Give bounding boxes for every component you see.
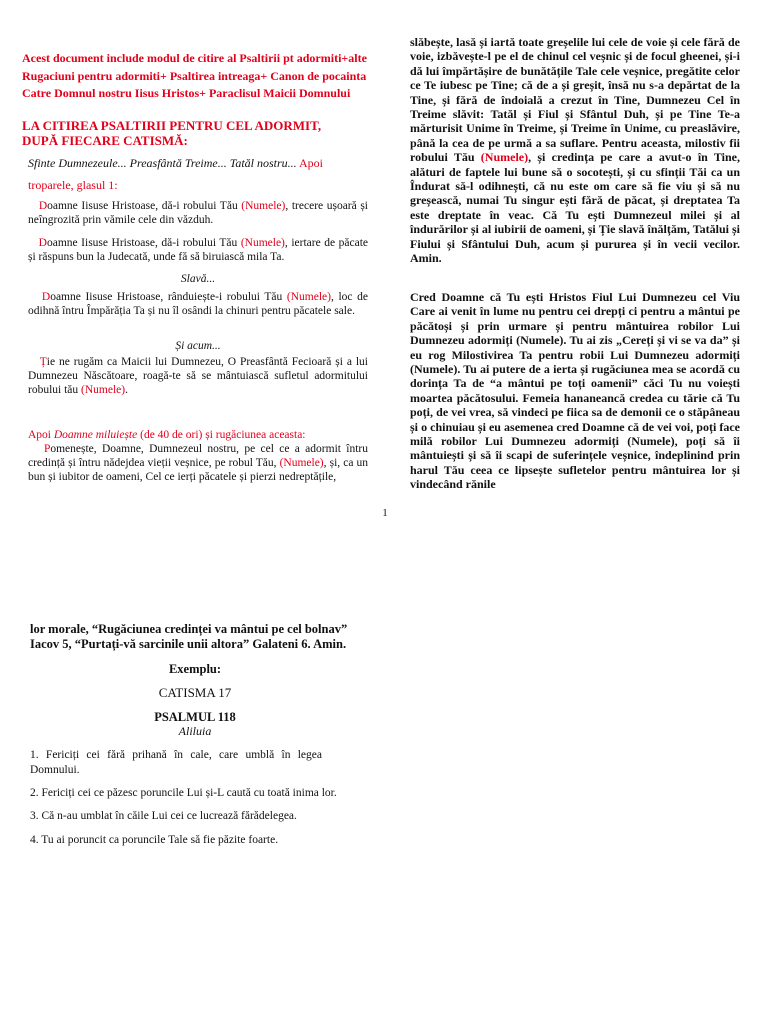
prayer-continuation-paragraph — [410, 35, 740, 266]
troparia-label: troparele, glasul 1: — [28, 178, 118, 192]
troparion-paragraph — [28, 290, 368, 318]
psalm-title: PSALMUL 118 — [154, 710, 236, 724]
sfinte-text: Sfinte Dumnezeule... Preasfântă Treime... Tatăl nostru... — [28, 156, 297, 170]
paragraph-text: , loc de odihnă întru Împărăția Ta și nu îl osândi la chinuri pentru păcatele sale. — [28, 291, 369, 317]
paragraph-text: , trecere ușoară și neîngrozită prin vămile cele din văzduh. — [28, 200, 369, 226]
paragraph-text: oamne Iisuse Hristoase, dă-i robului Tău — [47, 200, 242, 212]
psalm-verse: 1. Fericiți cei fără prihană în cale, care umblă în legea Domnului. — [30, 749, 322, 776]
paragraph-text: . — [125, 384, 128, 396]
paragraph-text: oamne Iisuse Hristoase, dă-i robului Tău — [46, 237, 241, 249]
drop-initial: D — [38, 200, 48, 212]
paragraph-text: omenește, Doamne, Dumnezeul nostru, pe cel ce a adormit întru credință și întru nădejdea vieții veșnice, pe robul Tău, — [28, 443, 368, 469]
paragraph-text: , iertare de păcate și răspuns bun la Judecată, unde fă să biruiască mila Ta. — [28, 237, 369, 263]
creed-prayer-paragraph: Cred Doamne că Tu ești Hristos Fiul Lui Dumnezeu cel Viu Care ai venit în lume nu pentru cei drepți ci pentru a mântui pe păcătoși și prin urmare și pentru mântuirea robilor Lui Dumnezeu adormiți (Numele). Tu ai zis „Cereți și vi se va da” și eu rog Milostivirea Ta pentru robii Lui Dumnezeu adormiți (Numele). Tu ai putere de a ierta și rugăciunea mea se acordă cu dorința Ta de “a mântui pe toți oamenii” căci Tu nu voiești moartea păcătosului. Femeia hananeancă credea cu tărie că Tu poți, de vei vrea, să vindeci pe fiica sa de demonii ce o stăpâneau și o chinuiau și eu asemenea cred Doamne că de vei voi, poți face milă robilor Lui Dumnezeu adormiți (Numele), poți să îi mântuiești și să îi scapi de suferințele veșnice, îndeplinind prin harul Tău ceea ce lipsește sufletelor pentru mântuirea lor și vindecând rănile — [410, 290, 740, 492]
apoi-label: Apoi — [299, 156, 324, 170]
drop-initial: D — [38, 237, 47, 249]
troparion-paragraph — [28, 199, 368, 227]
doamne-miluieste: Doamne miluiește — [53, 429, 138, 441]
paragraph-text: , și credința pe care a avut-o în Tine, alături de faptele lui bune să o socotești, și cu sfinții Tăi ca un Îndurat să-l odihnești, că nu este om care să fie viu și să nu greșească, numai Tu singur ești fără de păcat, și dreptatea Ta este dreptate în veac. Că Tu ești Dumnezeul milei și al îndurărilor și al iubirii de oameni, și Ție slavă înălțăm, Tatălui și Fiului și Sfântului Duh, acum și pururea și în vecii vecilor. Amin. — [410, 150, 740, 266]
name-placeholder: (Numele) — [279, 457, 324, 469]
page-number: 1 — [382, 507, 388, 519]
prayer-paragraph — [28, 428, 368, 484]
instruction-text: (de 40 de ori) și rugăciunea aceasta: — [137, 429, 306, 441]
drop-initial: D — [41, 291, 51, 303]
slava-label: Slavă... — [180, 273, 216, 285]
paragraph-text: , și, ca un bun și iubitor de oameni, Cel ce ierți păcatele și pierzi nedreptățile, — [28, 457, 368, 483]
intro-line: Catre Domnul nostru Iisus Hristos+ Paraclisul Maicii Domnului — [22, 86, 351, 100]
name-placeholder: (Numele) — [480, 150, 529, 165]
intro-line: Rugaciuni pentru adormiti+ Psaltirea intreaga+ Canon de pocainta — [22, 68, 367, 83]
alleluia-label: Aliluia — [178, 724, 212, 738]
paragraph-text: oamne Iisuse Hristoase, rânduiește-i robului Tău — [50, 291, 287, 303]
theotokion-paragraph — [28, 355, 368, 397]
paragraph-text: ie ne rugăm ca Maicii lui Dumnezeu, O Preasfântă Fecioară și a lui Dumnezeu Născătoare, roagă-te să se mântuiască sufletul adormitului robului tău — [28, 356, 368, 396]
psalm-verse: 2. Fericiți cei ce păzesc poruncile Lui și-L caută cu toată inima lor. — [30, 787, 337, 799]
psalm-verse: 4. Tu ai poruncit ca poruncile Tale să fie păzite foarte. — [30, 834, 279, 846]
intro-line: Acest document include modul de citire al Psaltirii pt adormiti+alte — [22, 51, 367, 65]
apoi-label: Apoi — [28, 429, 51, 441]
section-heading: LA CITIREA PSALTIRII PENTRU CEL ADORMIT, DUPĂ FIECARE CATISMĂ: — [22, 118, 322, 148]
prayer-ending-paragraph: lor morale, “Rugăciunea credinței va mântui pe cel bolnav” Iacov 5, “Purtați-vă sarcinile unii altora” Galateni 6. Amin. — [30, 622, 348, 651]
troparion-paragraph — [28, 236, 368, 264]
name-placeholder: (Numele) — [240, 237, 285, 249]
name-placeholder: (Numele) — [241, 200, 286, 212]
name-placeholder: (Numele) — [286, 291, 331, 303]
drop-initial: P — [43, 443, 51, 455]
document-intro-note — [22, 50, 367, 103]
prayer-intro-line — [28, 156, 368, 171]
name-placeholder: (Numele) — [81, 384, 126, 396]
paragraph-text: slăbește, lasă și iartă toate greșelile lui cele de voie și cele fără de voie, izbăvește-l pe el de chinul cel veșnic și de focul gheenei, și-i dă lui împărtășire de bunătățile Tale cele veșnice, pregătite celor ce Te iubesc pe Tine; că de a și greșit, însă nu s-a depărtat de la Tine, și fără de îndoială a crezut în Tine, Dumnezeu Cel în Treime slăvit: Tatăl și Fiul și Sfântul Duh, și pe Tine Te-a mărturisit Unime în Treime, și Treime în Unime, cu preaslăvire, până la cea de pe urmă a sa suflare. Pentru aceasta, milostiv fii robului Tău — [410, 35, 740, 165]
example-label: Exemplu: — [168, 662, 222, 676]
kathisma-title: CATISMA 17 — [158, 685, 232, 700]
drop-initial: Ț — [39, 356, 47, 368]
psalm-verse: 3. Că n-au umblat în căile Lui cei ce lucrează fărădelegea. — [30, 810, 297, 822]
si-acum-label: Și acum... — [175, 340, 221, 352]
